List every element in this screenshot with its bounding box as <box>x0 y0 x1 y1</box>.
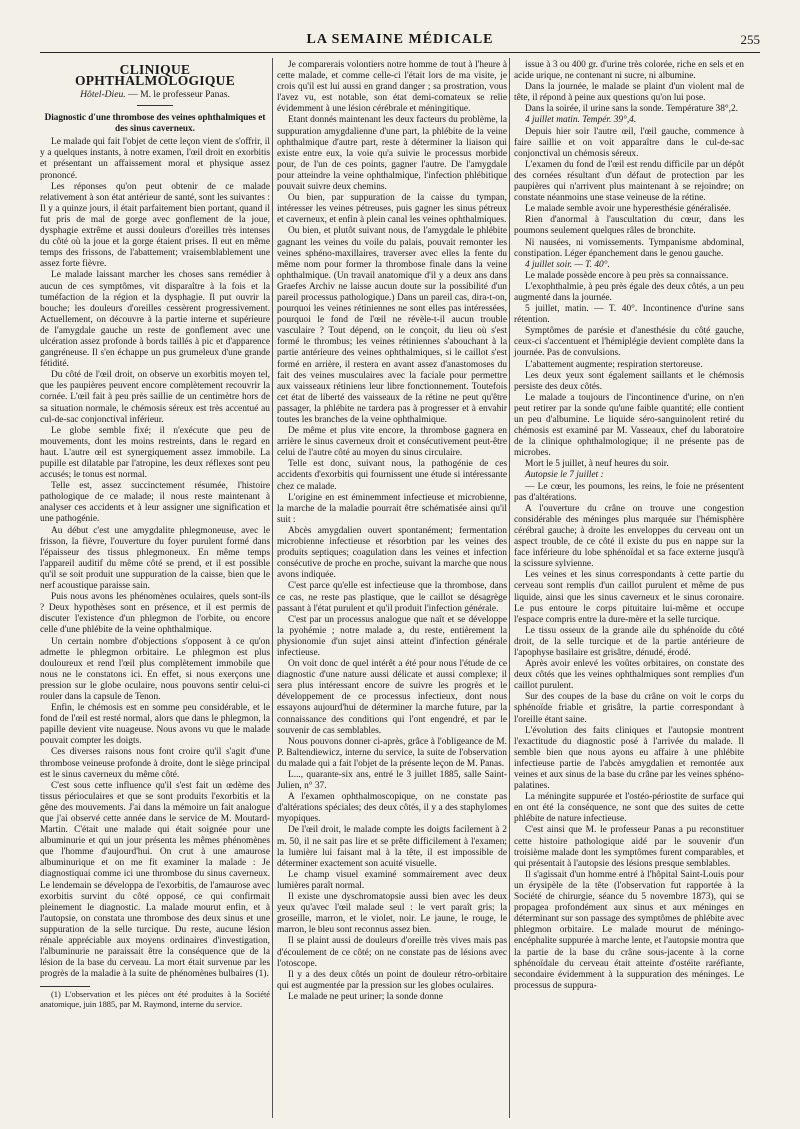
paragraph: Mort le 5 juillet, à neuf heures du soir. <box>525 459 669 470</box>
paragraph: Je comparerais volontiers notre homme de tout à l'heure à cette malade, et comme celle-ci l'était lors de ma visite, je crois qu'il est lui aussi en grand danger ; sa prostration, vous l'avez vu, est notable, son état demi-comateux se relie évidemment à une lésion cérébrale et méningitique. <box>277 60 507 115</box>
paragraph: A l'examen ophthalmoscopique, on ne constate pas d'altérations spéciales; des deux côtés, il y a des staphylomes myopiques. <box>277 792 507 825</box>
paragraph: Nous pouvons donner ci-après, grâce à l'obligeance de M. P. Baltendiewicz, interne du service, la suite de l'observation du malade qui a fait l'objet de la présente leçon de M. Panas. <box>277 736 507 769</box>
paragraph: Le malade semble avoir une hyperesthésie généralisée. <box>525 204 731 215</box>
paragraph: On voit donc de quel intérêt a été pour nous l'étude de ce diagnostic d'une nature aussi délicate et aussi complexe; il sera plus intéressant encore de suivre les progrès et le développement de ce processus infectieux, dont nous essayons aujourd'hui de déterminer la marche future, par la connaissance des conditions qui l'ont engendré, et par le souvenir de cas semblables. <box>277 659 507 736</box>
paragraph: Il se plaint aussi de douleurs d'oreille très vives mais pas d'écoulement de ce côté; on ne constate pas de lésions avec l'otoscope. <box>277 936 507 969</box>
paragraph: Les veines et les sinus correspondants à cette partie du cerveau sont remplis d'un caillot purulent et même de pus liquide, ainsi que les sinus caverneux et le sinus coronaire. Le pus entoure le corps pituitaire lui-même et occupe l'espace compris entre la dure-mère et la selle turcique. <box>514 570 744 625</box>
paragraph: Rien d'anormal à l'auscultation du cœur, dans les poumons seulement quelques râles de bronchite. <box>514 215 744 237</box>
professor-name: — M. le professeur Panas. <box>125 89 230 101</box>
paragraph: Les réponses qu'on peut obtenir de ce malade relativement à son état antérieur de santé, sont les suivantes : Il y a quinze jours, il était parfaitement bien portant, quand il fut pris de mal de gorge avec gonflement de la joue, dysphagie extrême et aussi douleurs d'oreilles très intenses du côté où la joue et la gorge étaient prises. Il eut en même temps des frissons, de l'abattement; vraisemblablement une assez forte fièvre. <box>40 181 270 270</box>
paragraph: Etant donnés maintenant les deux facteurs du problème, la suppuration amygdalienne d'une part, la phlébite de la veine ophthalmique d'autre part, reste à déterminer la liaison qui existe entre eux, la voie qu'a suivie le processus morbide pour, de l'un de ces points, gagner l'autre. De l'amygdale pour atteindre la veine ophthalmique, l'infection phlébitique pouvait suivre deux chemins. <box>277 115 507 193</box>
column-3 <box>514 60 744 992</box>
section-title: CLINIQUE OPHTHALMOLOGIQUE <box>74 62 236 89</box>
paragraph: Sur des coupes de la base du crâne on voit le corps du sphénoïde friable et grisâtre, la partie correspondant à l'oreille étant saine. <box>514 692 744 725</box>
header-rule <box>40 52 760 53</box>
paragraph: C'est ainsi que M. le professeur Panas a pu reconstituer cette histoire pathologique aidé par le souvenir d'un troisième malade dont les symptômes furent comparables, et qui présentait à l'autopsie des lésions presque semblables. <box>514 825 744 869</box>
column-1-body <box>40 137 270 980</box>
paragraph: Il s'agissait d'un homme entré à l'hôpital Saint-Louis pour un érysipèle de la tête (l'observation fut rapportée à la Société de chirurgie, séance du 5 novembre 1873), qui se propagea profondément aux sinus et aux méninges en déterminant sur son passage des symptômes de phlébite avec phlegmon orbitaire. Le malade mourut de méningo-encéphalite suppurée à marche lente, et l'autopsie montra que la partie de la base du crâne sous-jacente à la corne sphénoïdale du cerveau était atteinte d'ostéite raréfiante, secondaire évidemment à la suppuration des méninges. Le processus de suppura- <box>514 869 744 991</box>
footnote-rule <box>40 986 90 987</box>
paragraph: Depuis hier soir l'autre œil, l'œil gauche, commence à faire saillie et on voit apparaître dans le cul-de-sac conjonctival un chémosis séreux. <box>514 126 744 159</box>
hospital-name: Hôtel-Dieu. <box>80 89 126 101</box>
paragraph: De même et plus vite encore, la thrombose gagnera en arrière le sinus caverneux droit et consécutivement peut-être celui de l'autre côté au moyen du sinus circulaire. <box>277 426 507 459</box>
paragraph: L'abattement augmente; respiration stertoreuse. <box>525 359 703 370</box>
paragraph: 5 juillet, matin. — T. 40°. Incontinence d'urine sans rétention. <box>514 304 744 326</box>
paragraph: C'est parce qu'elle est infectieuse que la thrombose, dans ce cas, ne reste pas plastique, que le caillot se désagrège passant à l'état purulent et qu'il produit l'infection générale. <box>277 581 507 614</box>
paragraph: Ces diverses raisons nous font croire qu'il s'agit d'une thrombose veineuse profonde à droite, dont le siège principal est le sinus caverneux du même côté. <box>40 747 270 780</box>
paragraph: L'origine en est éminemment infectieuse et microbienne, la marche de la maladie pourrait être schématisée ainsi qu'il suit : <box>277 492 507 525</box>
paragraph: Ni nausées, ni vomissements. Tympanisme abdominal, constipation. Léger épanchement dans le genou gauche. <box>514 237 744 259</box>
paragraph: Abcès amygdalien ouvert spontanément; fermentation microbienne infectieuse et résorbtion par les veines des produits septiques; coagulation dans les veines et infection consécutive de proche en proche, suivant la marche que nous avons indiquée. <box>277 525 507 581</box>
footnote: (1) L'observation et les pièces ont été produites à la Société anatomique, juin 1885, par M. Raymond, interne du service. <box>40 990 270 1010</box>
paragraph: Il y a des deux côtés un point de douleur rétro-orbitaire qui est augmentée par la pression sur les globes oculaires. <box>277 969 507 991</box>
paragraph: Le champ visuel examiné sommairement avec deux lumières paraît normal. <box>277 869 507 891</box>
date-entry: 4 juillet matin. Tempér. 39°,4. <box>525 115 637 126</box>
paragraph: L'examen du fond de l'œil est rendu difficile par un dépôt des cornées résultant d'un défaut de protection par les paupières qui n'arrivent plus maintenant à se rejoindre; on constate néanmoins une stase veineuse de la rétine. <box>514 159 744 204</box>
autopsy-heading: Autopsie le 7 juillet : <box>525 470 604 481</box>
date-entry: 4 juillet soir. — T. 40°. <box>525 259 610 270</box>
paragraph: Telle est, assez succinctement résumée, l'histoire pathologique de ce malade; il nous reste maintenant à analyser ces accidents et à leur assigner une signification et une pathogénie. <box>40 481 270 525</box>
paragraph: C'est par un processus analogue que naît et se développe la pyohémie ; notre malade a, du reste, entièrement la physionomie d'un sujet ainsi atteint d'infection générale infectieuse. <box>277 614 507 658</box>
paragraph: Le tissu osseux de la grande aile du sphénoïde du côté droit, de la selle turcique et de la partie antérieure de l'apophyse basilaire est grisâtre, dénudé, érodé. <box>514 625 744 658</box>
title-rule <box>137 105 173 106</box>
paragraph: Dans la soirée, il urine sans la sonde. Température 38°,2. <box>525 104 739 115</box>
column-2 <box>277 60 507 1003</box>
paragraph: Après avoir enlevé les voûtes orbitaires, on constate des deux côtés que les veines ophthalmiques sont remplies d'un caillot purulent. <box>514 659 744 692</box>
lecture-attribution <box>40 89 270 100</box>
paragraph: L'évolution des faits cliniques et l'autopsie montrent l'exactitude du diagnostic posé à l'arrivée du malade. Il semble bien que nous ayons eu affaire à une phlébite infectieuse partie de l'abcès amygdalien et remontée aux veines et aux sinus de la base du crâne par les veines sphéno-palatines. <box>514 725 744 792</box>
journal-title: LA SEMAINE MÉDICALE <box>306 32 494 47</box>
paragraph: Enfin, le chémosis est en somme peu considérable, et le fond de l'œil est resté normal, alors que dans le phlegmon, la papille devient vite nuageuse. Nous avons vu que le malade pouvait compter les doigts. <box>40 703 270 747</box>
paragraph: Un certain nombre d'objections s'opposent à ce qu'on admette le phlegmon orbitaire. Le phlegmon est plus douloureux et rend l'œil plus complètement immobile que nous ne le constatons ici. En effet, si nous exerçons une pression sur le globe oculaire, nous pouvons sentir celui-ci rouler dans la capsule de Tenon. <box>40 636 270 702</box>
paragraph: Les deux yeux sont également saillants et le chémosis persiste des deux côtés. <box>514 370 744 392</box>
paragraph: issue à 3 ou 400 gr. d'urine très colorée, riche en sels et en acide urique, ne contenant ni sucre, ni albumine. <box>514 60 744 82</box>
paragraph: Telle est donc, suivant nous, la pathogénie de ces accidents d'exorbitis qui fournissent une étude si intéressante chez ce malade. <box>277 459 507 492</box>
paragraph: Le malade laissant marcher les choses sans remédier à aucun de ces symptômes, vit disparaître à la fois et la tuméfaction de la région et la dysphagie. Il put ouvrir la bouche; les douleurs d'oreilles cessèrent progressivement. Actuellement, on découvre à la partie interne et supérieure de l'amygdale gauche un reste de gonflement avec une ulcération assez profonde à bords taillés à pic et d'apparence gangréneuse. Il s'en échappe un pus grumeleux d'une grande fétidité. <box>40 270 270 370</box>
paragraph: Le malade possède encore à peu près sa connaissance. <box>525 270 729 281</box>
column-divider <box>509 58 510 1118</box>
paragraph: L..., quarante-six ans, entré le 3 juillet 1885, salle Saint-Julien, n° 37. <box>277 770 507 792</box>
paragraph: Ou bien, et plutôt suivant nous, de l'amygdale le phlébite gagnant les veines du voile du palais, pouvait remonter les veines sphéno-maxillaires, traverser avec elles la fente du même nom pour former la thrombose finale dans la veine ophthalmique. (Un travail anatomique d'il y a deux ans dans Graefes Archiv ne laisse aucun doute sur la possibilité d'un pareil processus pathologique.) Dans un pareil cas, dira-t-on, pourquoi les veines rétiniennes ne sont elles pas intéressées, pourquoi le fond de l'œil ne révèle-t-il aucun trouble vasculaire ? Tout dépend, on le conçoit, du lieu où s'est formé le thrombus; les veines rétiniennes s'abouchant à la partie antérieure des veines ophthalmiques, si le caillot s'est formé en arrière, il restera en avant assez d'anastomoses du fait des veines musculaires avec la faciale pour permettre aux vaisseaux rétiniens leur libre fonctionnement. Toutefois cet état de liberté des vaisseaux de la rétine ne peut qu'être passager, la phlébite ne tardera pas à progresser et à envahir toutes les branches de la veine ophthalmique. <box>277 226 507 425</box>
paragraph: Le malade ne peut uriner; la sonde donne <box>288 991 443 1002</box>
paragraph: De l'œil droit, le malade compte les doigts facilement à 2 m. 50, il ne sait pas lire et se prête difficilement à l'examen; la lumière lui faisant mal à la tête, il est impossible de déterminer exactement son acuité visuelle. <box>277 825 507 869</box>
paragraph: Du côté de l'œil droit, on observe un exorbitis moyen tel, que les paupières peuvent encore complètement recouvrir la cornée. L'œil fait à peu près saillie de un centimètre hors de sa situation normale, le chémosis séreux est très accentué au cul-de-sac conjonctival inférieur. <box>40 370 270 425</box>
column-1 <box>40 60 270 1010</box>
paragraph: L'exophthalmie, à peu près égale des deux côtés, a un peu augmenté dans la journée. <box>514 281 744 303</box>
paragraph: Dans la journée, le malade se plaint d'un violent mal de tête, il répond à peine aux questions qu'on lui pose. <box>514 82 744 104</box>
paragraph: La méningite suppurée et l'ostéo-périostite de surface qui en ont été la conséquence, ne sont que des suites de cette phlébite de nature infectieuse. <box>514 792 744 825</box>
paragraph: Puis nous avons les phénomènes oculaires, quels sont-ils ? Deux hypothèses sont en présence, et il est permis de discuter l'existence d'un phlegmon de l'orbite, ou encore celle d'une phlébite de la veine ophthalmique. <box>40 592 270 636</box>
article-subtitle: Diagnostic d'une thrombose des veines ophthalmiques et des sinus caverneux. <box>44 112 266 133</box>
paragraph: A l'ouverture du crâne on trouve une congestion considérable des méninges plus marquée sur l'hémisphère cérébral gauche; à droite les enveloppes du cerveau ont un aspect trouble, de ce côté il existe du pus en nappe sur la face inférieure du lobe sphénoïdal et sa face externe jusqu'à la scissure sylvienne. <box>514 503 744 570</box>
page-number: 255 <box>740 32 760 47</box>
paragraph: Ou bien, par suppuration de la caisse du tympan, intéresser les veines pétreuses, puis gagner les sinus pétreux et caverneux, et enfin à plein canal les veines ophthalmiques. <box>277 193 507 226</box>
paragraph: Au début c'est une amygdalite phlegmoneuse, avec le frisson, la fièvre, l'ouverture du foyer purulent formé dans l'épaisseur des tissus phlegmoneux. En même temps l'appareil auditif du même côté se prend, et il est possible qu'il se soit produit une suppuration de la caisse, bien que le nerf acoustique paraisse sain. <box>40 525 270 592</box>
paragraph: Le globe semble fixé; il n'exécute que peu de mouvements, dont les moins restreints, dans le regard en haut. L'autre œil est synergiquement assez immobile. La pupille est dilatable par l'atropine, les deux réflexes sont peu accusés; le tonus est normal. <box>40 425 270 481</box>
page-header <box>40 32 760 52</box>
paragraph: Le malade a toujours de l'incontinence d'urine, on n'en peut retirer par la sonde qu'une faible quantité; elle contient un peu d'albumine. Le liquide séro-sanguinolent retiré du chémosis est examiné par M. Vasseaux, chef du laboratoire de la clinique ophthalmologique; il ne présente pas de microbes. <box>514 392 744 459</box>
paragraph: Symptômes de parésie et d'anesthésie du côté gauche, ceux-ci s'accentuent et l'hémiplégie devient complète dans la journée. Pas de convulsions. <box>514 326 744 359</box>
paragraph: — Le cœur, les poumons, les reins, le foie ne présentent pas d'altérations. <box>514 481 744 503</box>
paragraph: Il existe une dyschromatopsie aussi bien avec les deux yeux qu'avec l'œil malade seul : le vert paraît gris; la groseille, marron, et le violet, noir. Le jaune, le rouge, le marron, le bleu sont reconnus assez bien. <box>277 892 507 936</box>
paragraph: C'est sous cette influence qu'il s'est fait un œdème des tissus périoculaires et que se sont produits l'exorbitis et la gêne des mouvements. J'ai dans la mémoire un fait analogue que j'ai observé cette année dans le service de M. Moutard-Martin. C'était une malade qui était soignée pour une albuminurie et qui un jour présenta les mêmes phénomènes que l'homme d'aujourd'hui. On crut à une amaurose albuminurique et on me fit examiner la malade : Je diagnostiquai comme ici une thrombose du sinus caverneux. Le lendemain se développa de l'exorbitis, de l'amaurose avec exorbitis survint du côté opposé, ce qui confirmait pleinement le diagnostic. La malade mourut enfin, et à l'autopsie, on constata une thrombose des deux sinus et une suppuration de la selle turcique. Du reste, aucune lésion rénale appréciable aux moyens ordinaires d'investigation, l'albuminurie ne paraissait être la conséquence que de la lésion de la base du cerveau. La mort était survenue par les progrès de la maladie à la suite de phénomènes bulbaires (1). <box>40 780 270 980</box>
column-divider <box>272 58 273 1118</box>
paragraph: Le malade qui fait l'objet de cette leçon vient de s'offrir, il y a quelques instants, à notre examen, l'œil droit en exorbitis et présentant un affaissement moral et physique assez prononcé. <box>40 137 270 181</box>
